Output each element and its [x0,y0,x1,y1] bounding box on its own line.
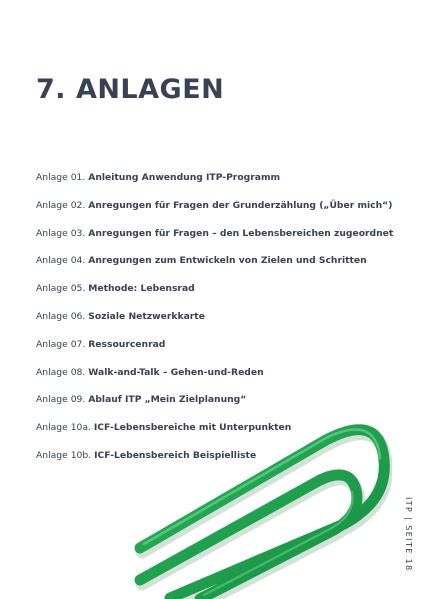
appendix-number: Anlage 02. [36,199,86,211]
appendix-title: ICF-Lebensbereiche mit Unterpunkten [93,422,292,434]
appendix-number: Anlage 10b. [36,449,92,461]
appendix-title: Ressourcenrad [88,338,166,350]
appendix-title: Anregungen für Fragen der Grunderzählung („Über mich“) [88,199,393,211]
appendix-number: Anlage 04. [36,255,86,267]
appendix-number: Anlage 03. [36,227,86,239]
appendix-title: Methode: Lebensrad [88,283,195,295]
paperclip-illustration [130,420,392,599]
appendix-title: Anleitung Anwendung ITP-Programm [88,172,281,183]
appendix-number: Anlage 06. [36,310,86,322]
list-item [36,170,406,198]
list-item [36,392,406,420]
list-item [36,281,406,309]
appendix-number: Anlage 08. [36,366,86,378]
appendix-title: Ablauf ITP „Mein Zielplanung“ [88,394,247,406]
appendix-title: Soziale Netzwerkkarte [88,310,205,322]
appendix-title: Walk-and-Talk – Gehen-und-Reden [88,366,264,378]
list-item [36,198,406,226]
page-title: 7. ANLAGEN [36,74,225,105]
page-footer-label: ITP | SEITE 18 [404,497,413,572]
list-item [36,309,406,337]
list-item [36,365,406,393]
appendix-number: Anlage 05. [36,283,86,295]
list-item [36,253,406,281]
appendix-title: Anregungen für Fragen – den Lebensbereichen zugeordnet [88,227,394,239]
list-item [36,226,406,254]
appendix-number: Anlage 01. [36,172,86,183]
appendix-title: ICF-Lebensbereich Beispielliste [94,449,257,461]
appendix-number: Anlage 07. [36,338,86,350]
appendix-number: Anlage 09. [36,394,86,406]
list-item [36,337,406,365]
appendix-number: Anlage 10a. [36,422,91,434]
appendix-title: Anregungen zum Entwickeln von Zielen und Schritten [88,255,367,267]
